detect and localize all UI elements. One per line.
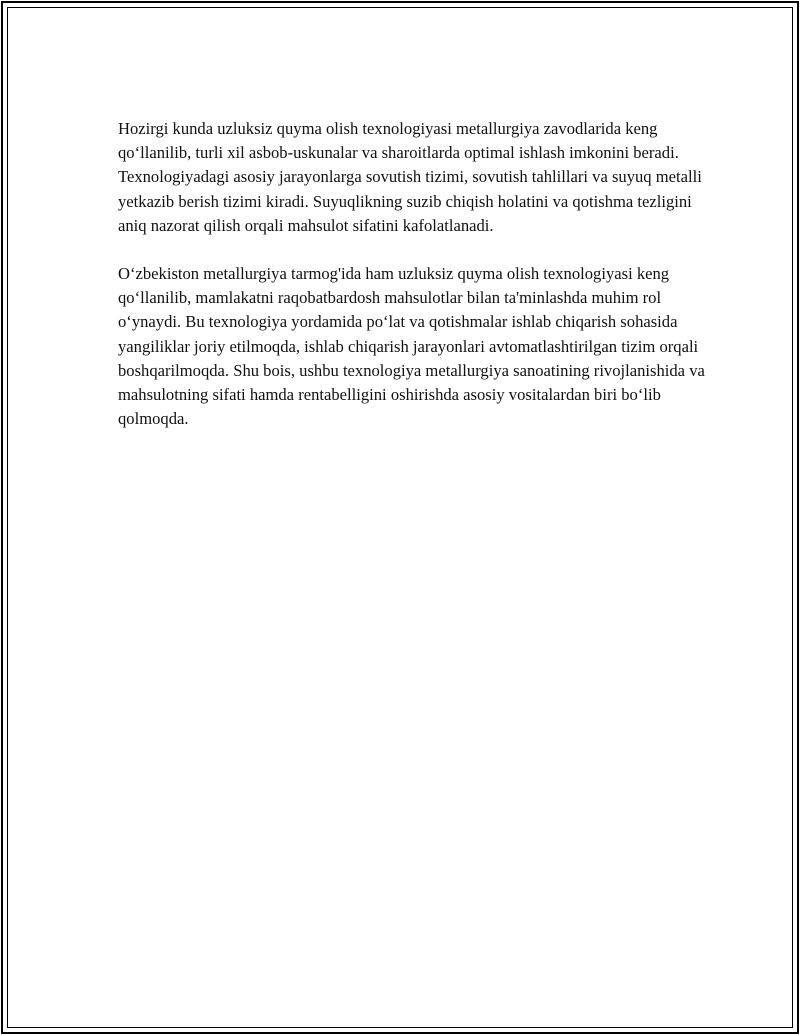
document-body [118,117,708,455]
paragraph-2: O‘zbekiston metallurgiya tarmog'ida ham uzluksiz quyma olish texnologiyasi keng qo‘llanilib, mamlakatni raqobatbardosh mahsulotlar bilan ta'minlashda muhim rol o‘ynaydi. Bu texnologiya yordamida po‘lat va qotishmalar ishlab chiqarish sohasida yangiliklar joriy etilmoqda, ishlab chiqarish jarayonlari avtomatlashtirilgan tizim orqali boshqarilmoqda. Shu bois, ushbu texnologiya metallurgiya sanoatining rivojlanishida va mahsulotning sifati hamda rentabelligini oshirishda asosiy vositalardan biri bo‘lib qolmoqda. [118,264,705,429]
paragraph-1: Hozirgi kunda uzluksiz quyma olish texnologiyasi metallurgiya zavodlarida keng qo‘llanilib, turli xil asbob-uskunalar va sharoitlarda optimal ishlash imkonini beradi. Texnologiyadagi asosiy jarayonlarga sovutish tizimi, sovutish tahlillari va suyuq metalli yetkazib berish tizimi kiradi. Suyuqlikning suzib chiqish holatini va qotishma tezligini aniq nazorat qilish orqali mahsulot sifatini kafolatlanadi. [118,119,702,235]
